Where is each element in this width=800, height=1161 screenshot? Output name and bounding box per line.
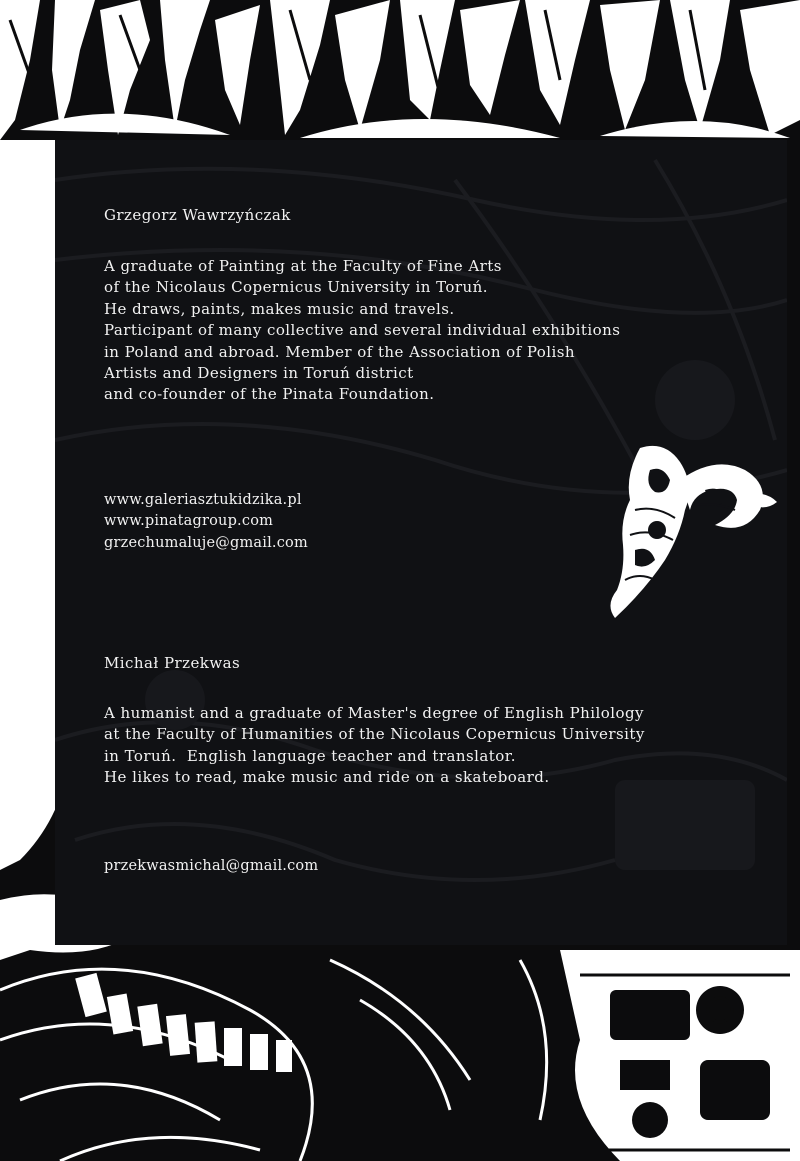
bio-line: of the Nicolaus Copernicus University in Toruń.	[104, 278, 488, 297]
bio-line: at the Faculty of Humanities of the Nicolaus Copernicus University	[104, 725, 645, 744]
website-link-galeria[interactable]: www.galeriasztukidzika.pl	[104, 492, 302, 508]
ram-creature-illustration	[595, 440, 780, 620]
email-link-grzegorz[interactable]: grzechumaluje@gmail.com	[104, 534, 308, 551]
website-link-pinata[interactable]: www.pinatagroup.com	[104, 513, 274, 530]
bio-line: in Toruń. English language teacher and translator.	[104, 746, 516, 765]
person2-name: Michał Przekwas	[104, 654, 241, 672]
bio-line: Artists and Designers in Toruń district	[104, 364, 414, 383]
bio-line: He likes to read, make music and ride on a skateboard.	[104, 768, 550, 787]
person2-bio	[104, 703, 645, 789]
bio-line: A graduate of Painting at the Faculty of Fine Arts	[104, 257, 502, 275]
person1-name: Grzegorz Wawrzyńczak	[104, 206, 291, 224]
person1-links	[104, 490, 308, 554]
bottom-machine	[560, 950, 800, 1161]
top-woodcut-band	[0, 0, 800, 140]
bio-line: A humanist and a graduate of Master's degree of English Philology	[104, 704, 644, 722]
bio-line: Participant of many collective and several individual exhibitions	[104, 321, 621, 340]
bio-line: He draws, paints, makes music and travels.	[104, 299, 455, 318]
bio-line: and co-founder of the Pinata Foundation.	[104, 385, 435, 404]
left-white-strip	[0, 140, 55, 740]
email-link-michal[interactable]: przekwasmichal@gmail.com	[104, 858, 319, 874]
bio-line: in Poland and abroad. Member of the Association of Polish	[104, 342, 576, 361]
person1-bio	[104, 256, 620, 406]
